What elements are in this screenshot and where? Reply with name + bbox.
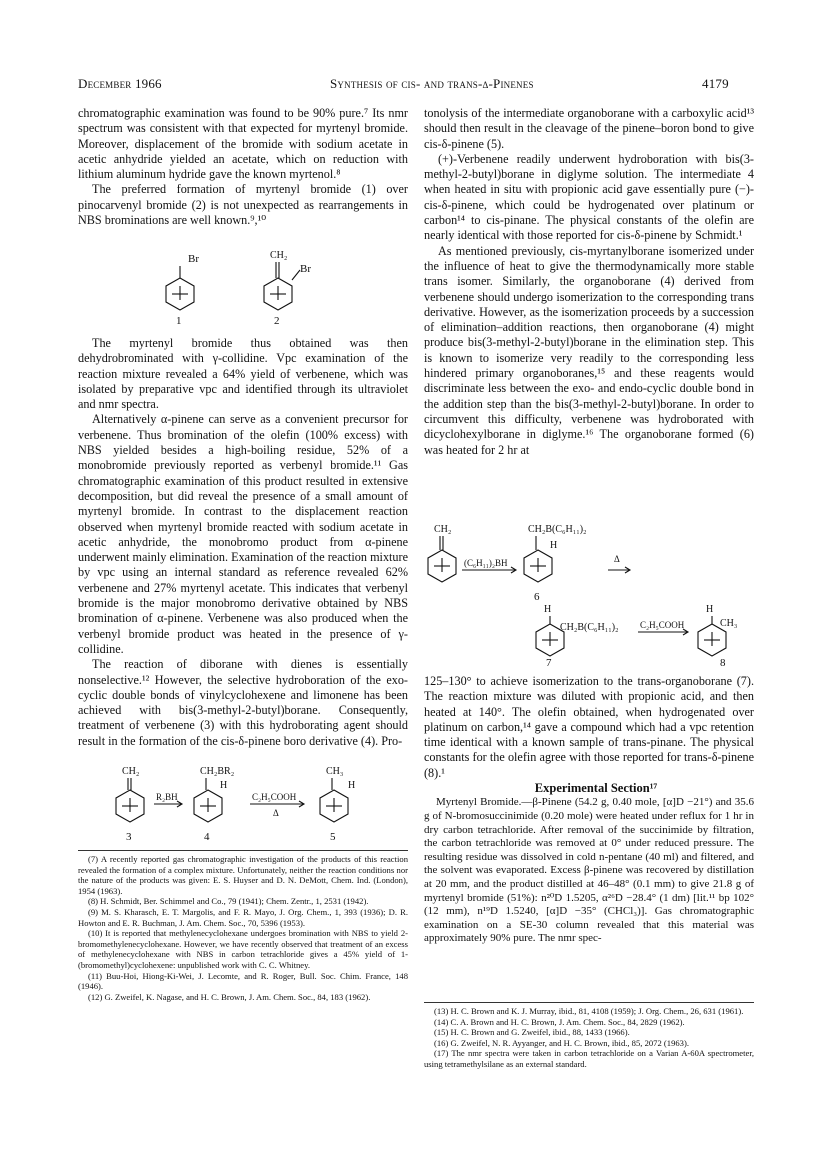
left-column-main [78, 336, 408, 749]
h-label: H [544, 604, 552, 615]
footnotes-left [78, 854, 408, 1002]
br-label: Br [188, 253, 199, 265]
footnote: (11) Buu-Hoi, Hiong-Ki-Wei, J. Lecomte, and R. Roger, Bull. Soc. Chim. France, 148 (1946). [78, 970, 408, 992]
ch2-label: CH₂ [122, 766, 140, 777]
compound-number: 2 [274, 315, 280, 327]
footnote: (15) H. C. Brown and G. Zweifel, ibid., 88, 1433 (1966). [434, 1027, 630, 1038]
footnote: (9) M. S. Kharasch, E. T. Margolis, and F. R. Mayo, J. Org. Chem., 1, 393 (1936); D. R. Howton and E. R. Buchman, J. Am. Chem. Soc., 70, 5396 (1953). [78, 906, 408, 928]
compound-number: 4 [204, 831, 210, 843]
paragraph: The reaction of diborane with dienes is essentially nonselective.¹² However, the selective hydroboration of the exo-cyclic double bonds of vinylcyclohexene and limonene has been achieved with bis(3-methyl-2-butyl)borane. Consequently, treatment of verbenene (3) with this hydroborating agent should result in the formation of the cis-δ-pinene boro derivative (4). Pro- [78, 657, 408, 748]
running-header-title: Synthesis of cis- and trans-δ-Pinenes [330, 76, 534, 91]
running-header-date: December 1966 [78, 76, 162, 91]
structure-figure-3-4-5 [78, 762, 408, 846]
footnote-rule [424, 1002, 754, 1003]
right-column-upper [424, 106, 754, 458]
ch2-label: CH₂ [270, 250, 288, 261]
paragraph: Alternatively α-pinene can serve as a convenient precursor for verbenene. Thus bromination of the olefin (100% excess) with NBS yielded besides a high-boiling residue, 52% of a monobromide previously reported as verbenyl bromide.¹¹ Gas chromatographic examination of this product resulted in extensive decomposition, but did reveal the presence of a small amount of myrtenyl bromide. In contrast to the displacement reaction observed when myrtenyl bromide reacted with sodium acetate in acetic anhydride, the monobromo product from α-pinene underwent mainly elimination. Examination of the reaction mixture by vpc using an internal standard as reference revealed 62% verbenene and 27% myrtenyl acetate. This indicates that verbenyl bromide is the major monobromo derivative obtained by NBS bromination of α-pinene. Verbenene was also produced when the verbenyl bromide product was heated in the presence of γ-collidine. [78, 412, 408, 656]
reagent-label: (C₆H₁₁)₂BH [464, 558, 508, 568]
footnote: (14) C. A. Brown and H. C. Brown, J. Am. Chem. Soc., 84, 2829 (1962). [434, 1016, 685, 1027]
footnote: (17) The nmr spectra were taken in carbon tetrachloride on a Varian A-60A spectrometer, using tetramethylsilane as an external standard. [424, 1048, 754, 1069]
compound-number: 5 [330, 831, 336, 843]
ch2-label: CH₂ [434, 524, 452, 535]
experimental-paragraph: Myrtenyl Bromide.—β-Pinene (54.2 g, 0.40 mole, [α]D −21°) and 35.6 g of N-bromosuccinimide (0.20 mole) were heated under reflux for 1 hr in dry carbon tetrachloride. After removal of the succinimide by filtration, the carbon tetrachloride was removed at 0° under reduced pressure. The resulting residue was dissolved in cold n-pentane (40 ml) and filtered, and the solvent was evaporated. Excess β-pinene was recovered by distillation at 20 mm, and the product distilled at 46–48° (0.1 mm) to give 21.8 g of myrtenyl bromide (51%): n²⁰D 1.5205, α²⁶D −28.4° (1 dm) [lit.¹¹ bp 102° (12 mm), n¹⁹D 1.5240, [α]D −35° (CHCl₃)]. Gas chromatographic examination on a SE-30 column revealed that this material was approximately 90% pure. The nmr spec- [424, 796, 754, 945]
h-label: H [550, 540, 558, 551]
paragraph: As mentioned previously, cis-myrtanylborane isomerized under the influence of heat to give the thermodynamically more stable trans isomer. Similarly, the organoborane (4) derived from verbenene should undergo isomerization to the corresponding trans derivative. However, as the isomerization proceeds by a succession of elimination–addition reactions, then organoborane (4) might produce bis(3-methyl-2-butyl)borane in the elimination step. This is known to isomerize very readily to the corresponding less hindered primary organoboranes,¹⁵ and these reagents would discriminate less between the exo- and endo-cyclic double bond in the addition step than the bis(3-methyl-2-butyl)borane. In order to circumvent this difficulty, verbenene was hydroborated with dicyclohexylborane in diglyme.¹⁶ The organoborane formed (6) was heated for 2 hr at [424, 243, 754, 457]
ch2br2-label: CH₂BR₂ [200, 766, 235, 777]
structure-figure-1-2 [150, 248, 350, 328]
ch2b-label: CH₂B(C₆H₁₁)₂ [528, 524, 587, 535]
footnote: (8) H. Schmidt, Ber. Schimmel and Co., 79 (1941); Chem. Zentr., 1, 2531 (1942). [88, 896, 369, 907]
paragraph: 125–130° to achieve isomerization to the trans-organoborane (7). The reaction mixture was diluted with propionic acid, and then heated at 140°. The olefin obtained, when hydrogenated over platinum on carbon,¹⁴ gave a compound which had a vpc retention time identical with a known sample of trans-pinane. The physical constants for the olefin agree with those reported for trans-δ-pinene (8).¹ [424, 674, 754, 780]
ch3-label: CH₃ [326, 766, 344, 777]
compound-number: 1 [176, 315, 182, 327]
paragraph: The preferred formation of myrtenyl bromide (1) over pinocarvenyl bromide (2) is not unexpected as rearrangements in NBS brominations are well known.⁹,¹⁰ [78, 182, 408, 228]
compound-number: 3 [126, 831, 132, 843]
h-label: H [348, 780, 356, 791]
paragraph: chromatographic examination was found to be 90% pure.⁷ Its nmr spectrum was consistent with that expected for myrtenyl bromide. Moreover, displacement of the bromide with sodium acetate in acetic anhydride yielded an acetate, which on reduction with lithium aluminum hydride gave the known myrtenol.⁸ [78, 106, 408, 182]
footnote: (10) It is reported that methylenecyclohexane undergoes bromination with NBS to yield 2-bromomethylenecyclohexane. However, we have recently observed that treatment of an excess of methylenecyclohexane with NBS in carbon tetrachloride gives a 45% yield of 1-(bromomethyl)cyclohexene: unpublished work with C. C. Whitney. [78, 928, 408, 970]
footnote: (12) G. Zweifel, K. Nagase, and H. C. Brown, J. Am. Chem. Soc., 84, 183 (1962). [88, 991, 371, 1002]
delta-label: Δ [614, 554, 620, 564]
left-column-upper [78, 106, 408, 228]
paragraph: (+)-Verbenene readily underwent hydroboration with bis(3-methyl-2-butyl)borane in diglyme solution. The intermediate 4 when heated in situ with propionic acid gave essentially pure (−)-cis-δ-pinene, which could be hydrogenated over platinum or carbon¹⁴ to cis-pinane. The physical constants of the olefin are nearly identical with those reported for cis-δ-pinene by Schmidt.¹ [424, 151, 754, 243]
footnote: (16) G. Zweifel, N. R. Ayyanger, and H. C. Brown, ibid., 85, 2072 (1963). [434, 1037, 689, 1048]
compound-number: 8 [720, 657, 726, 668]
compound-number: 7 [546, 657, 552, 668]
footnote-rule [78, 850, 408, 851]
delta-label: Δ [273, 808, 279, 818]
h-label: H [706, 604, 714, 615]
ch2b-label: CH₂B(C₆H₁₁)₂ [560, 622, 619, 633]
page-number: 4179 [702, 76, 729, 91]
section-title: Experimental Section¹⁷ [534, 781, 658, 796]
structure-figure-6-7-8 [424, 520, 754, 668]
right-column-lower [424, 674, 754, 946]
br-label: Br [300, 263, 311, 275]
reagent-label: C₂H₅COOH [252, 792, 297, 802]
paragraph: The myrtenyl bromide thus obtained was then dehydrobrominated with γ-collidine. Vpc examination of the reaction mixture revealed a 64% yield of verbenene, which was isolated by preparative vpc and identified through its ultraviolet and nmr spectra. [78, 336, 408, 412]
reagent-label: R₂BH [156, 792, 178, 802]
reagent-label: C₂H₅COOH [640, 620, 685, 630]
footnote: (13) H. C. Brown and K. J. Murray, ibid., 81, 4108 (1959); J. Org. Chem., 26, 631 (1961). [434, 1006, 744, 1016]
compound-number: 6 [534, 591, 540, 603]
paragraph: tonolysis of the intermediate organoborane with a carboxylic acid¹³ should then result in the cleavage of the pinene–boron bond to give cis-δ-pinene (5). [424, 106, 754, 151]
ch3-label: CH₃ [720, 618, 738, 629]
footnote: (7) A recently reported gas chromatographic investigation of the products of this reaction revealed the formation of a complex mixture. Unfortunately, neither the reaction conditions nor the nature of the products was given: E. S. Huyser and D. N. DeMott, Chem. Ind. (London), 1954 (1963). [78, 854, 408, 896]
h-label: H [220, 780, 228, 791]
footnotes-right [424, 1006, 754, 1070]
